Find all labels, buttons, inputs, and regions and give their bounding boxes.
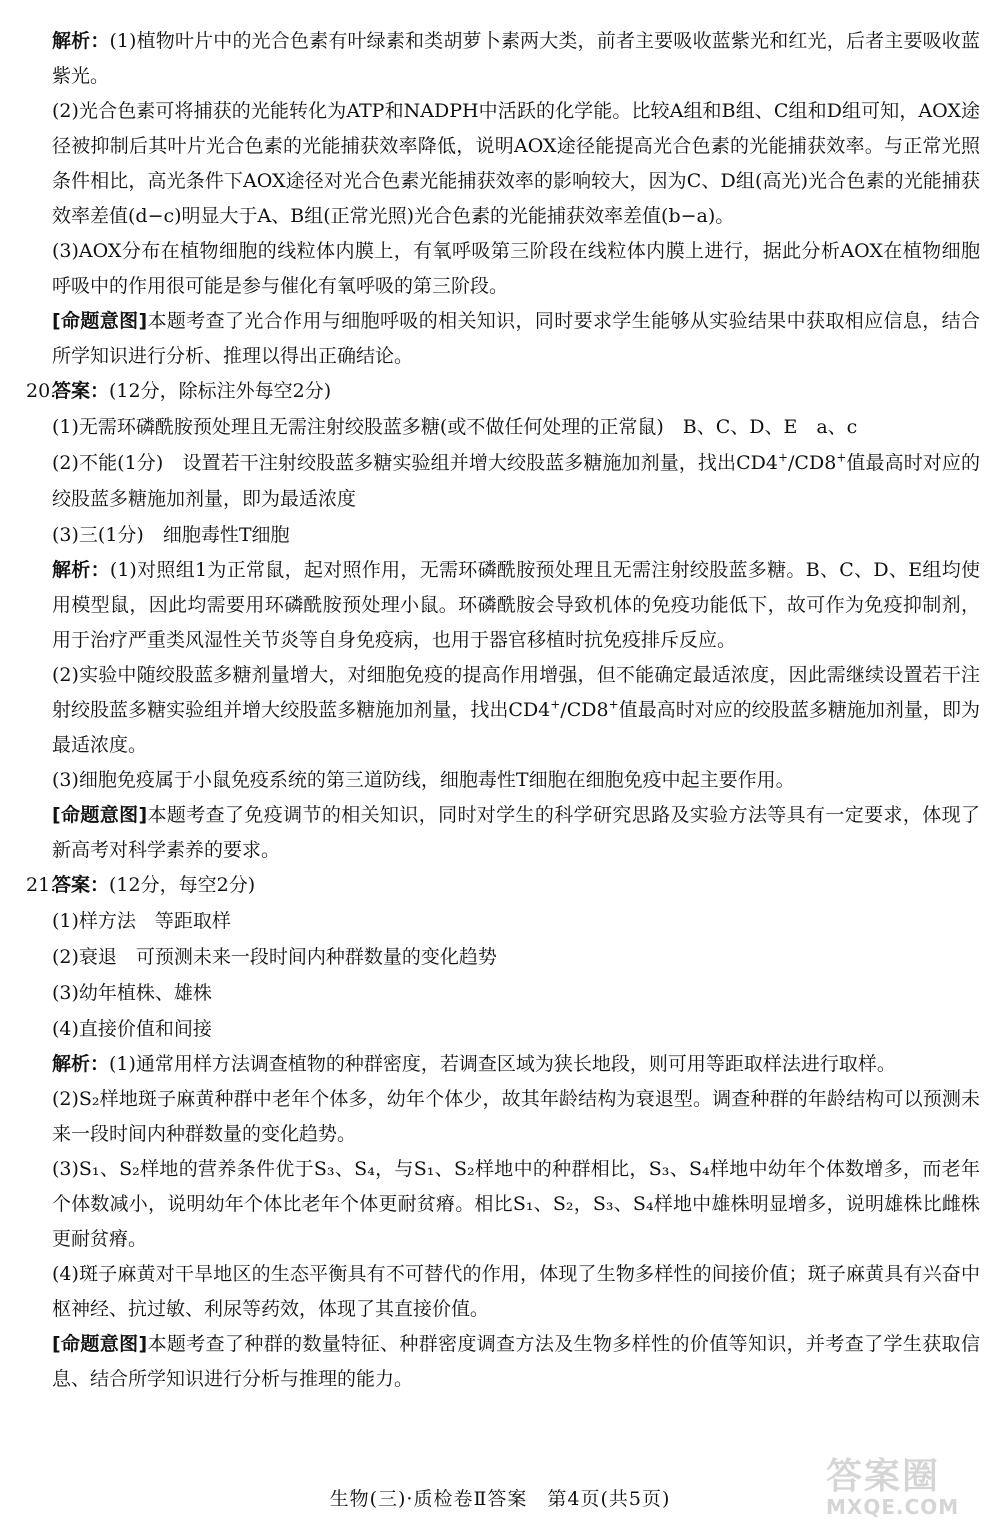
analysis-label: 解析： — [52, 559, 110, 581]
answer-line — [26, 903, 980, 939]
paragraph-text: (3)细胞免疫属于小鼠免疫系统的第三道防线，细胞毒性T细胞在细胞免疫中起主要作用。 — [52, 769, 795, 791]
analysis-label: 解析： — [52, 30, 110, 52]
intent-label: [命题意图] — [52, 310, 148, 332]
score-note: (12分，除标注外每空2分) — [109, 380, 332, 402]
question-number: 21. — [26, 874, 57, 896]
answer-text: 值最高时对应的绞股蓝多糖施加剂量，即为最适浓度 — [52, 452, 980, 510]
answer-text: (1)样方法 等距取样 — [52, 910, 231, 932]
paragraph-text: 本题考查了种群的数量特征、种群密度调查方法及生物多样性的价值等知识，并考查了学生获取信息、结合所学知识进行分析与推理的能力。 — [52, 1333, 980, 1390]
answer-text: (2)不能(1分) 设置若干注射绞股蓝多糖实验组并增大绞股蓝多糖施加剂量，找出CD4 — [52, 452, 778, 474]
superscript-plus: + — [550, 697, 561, 712]
paragraph-text: (1)通常用样方法调查植物的种群密度，若调查区域为狭长地段，则可用等距取样法进行取样。 — [109, 1053, 896, 1075]
score-note: (12分，每空2分) — [109, 874, 256, 896]
question-number: 20. — [26, 380, 57, 402]
answer-text: (3)幼年植株、雄株 — [52, 982, 212, 1004]
paragraph-text: (2)光合色素可将捕获的光能转化为ATP和NADPH中活跃的化学能。比较A组和B组、C组和D组可知，AOX途径被抑制后其叶片光合色素的光能捕获效率降低，说明AOX途径能提高光合色素的光能捕获效率。与正常光照条件相比，高光条件下AOX途径对光合色素光能捕获效率的影响较大，因为C、D组(高光)光合色素的光能捕获效率差值(d−c)明显大于A、B组(正常光照)光合色素的光能捕获效率差值(b−a)。 — [52, 100, 980, 227]
answer-line — [26, 445, 980, 517]
answer-text: /CD8 — [788, 452, 837, 474]
paragraph-text: (1)植物叶片中的光合色素有叶绿素和类胡萝卜素两大类，前者主要吸收蓝紫光和红光，后者主要吸收蓝紫光。 — [52, 30, 980, 87]
intent-paragraph — [26, 798, 980, 868]
answer-line — [26, 939, 980, 975]
paragraph-text: (2)S₂样地斑子麻黄种群中老年个体多，幼年个体少，故其年龄结构为衰退型。调查种群的年龄结构可以预测未来一段时间内种群数量的变化趋势。 — [52, 1088, 980, 1145]
paragraph-text: 值最高时对应的绞股蓝多糖施加剂量，即为最适浓度。 — [52, 699, 980, 756]
answer-label: 答案： — [52, 874, 110, 896]
analysis-paragraph — [26, 763, 980, 798]
answer-label: 答案： — [52, 380, 110, 402]
analysis-paragraph — [26, 1152, 980, 1257]
paragraph-text: 本题考查了免疫调节的相关知识，同时对学生的科学研究思路及实验方法等具有一定要求，体现了新高考对科学素养的要求。 — [52, 804, 980, 861]
watermark-url: MXQE.COM — [826, 1495, 960, 1519]
superscript-plus: + — [608, 697, 619, 712]
analysis-paragraph — [26, 1257, 980, 1327]
intent-label: [命题意图] — [52, 804, 148, 826]
analysis-paragraph — [26, 553, 980, 658]
superscript-plus: + — [836, 450, 847, 465]
intent-paragraph — [26, 1327, 980, 1397]
paragraph-text: (2)实验中随绞股蓝多糖剂量增大，对细胞免疫的提高作用增强，但不能确定最适浓度，因此需继续设置若干注射绞股蓝多糖实验组并增大绞股蓝多糖施加剂量，找出CD4 — [52, 664, 980, 721]
question-20-header — [26, 374, 980, 409]
question-21-header — [26, 868, 980, 903]
paragraph-text: /CD8 — [560, 699, 609, 721]
answer-text: (4)直接价值和间接 — [52, 1018, 212, 1040]
answer-line — [26, 517, 980, 553]
paragraph-text: 本题考查了光合作用与细胞呼吸的相关知识，同时要求学生能够从实验结果中获取相应信息，结合所学知识进行分析、推理以得出正确结论。 — [52, 310, 980, 367]
paragraph-text: (3)AOX分布在植物细胞的线粒体内膜上，有氧呼吸第三阶段在线粒体内膜上进行，据此分析AOX在植物细胞呼吸中的作用很可能是参与催化有氧呼吸的第三阶段。 — [52, 240, 980, 297]
intent-paragraph — [26, 304, 980, 374]
answer-line — [26, 975, 980, 1011]
analysis-paragraph — [26, 24, 980, 94]
answer-text: (3)三(1分) 细胞毒性T细胞 — [52, 524, 290, 546]
analysis-paragraph — [26, 234, 980, 304]
answer-text: (1)无需环磷酰胺预处理且无需注射绞股蓝多糖(或不做任何处理的正常鼠) B、C、D、E a、c — [52, 416, 858, 438]
paragraph-text: (3)S₁、S₂样地的营养条件优于S₃、S₄，与S₁、S₂样地中的种群相比，S₃、S₄样地中幼年个体数增多，而老年个体数减小，说明幼年个体比老年个体更耐贫瘠。相比S₁、S₂，S₃、S₄样地中雄株明显增多，说明雄株比雌株更耐贫瘠。 — [52, 1158, 980, 1250]
analysis-paragraph — [26, 1082, 980, 1152]
analysis-paragraph — [26, 658, 980, 763]
answer-text: (2)衰退 可预测未来一段时间内种群数量的变化趋势 — [52, 946, 497, 968]
intent-label: [命题意图] — [52, 1333, 148, 1355]
page-footer: 生物(三)·质检卷Ⅱ答案 第4页(共5页) — [329, 1488, 671, 1510]
watermark-text: 答案圈 — [826, 1456, 941, 1497]
analysis-paragraph — [26, 94, 980, 234]
paragraph-text: (1)对照组1为正常鼠，起对照作用，无需环磷酰胺预处理且无需注射绞股蓝多糖。B、C、D、E组均使用模型鼠，因此均需要用环磷酰胺预处理小鼠。环磷酰胺会导致机体的免疫功能低下，故可作为免疫抑制剂，用于治疗严重类风湿性关节炎等自身免疫病，也用于器官移植时抗免疫排斥反应。 — [52, 559, 980, 651]
analysis-paragraph — [26, 1047, 980, 1082]
superscript-plus: + — [777, 450, 789, 465]
answer-line — [26, 1011, 980, 1047]
watermark-logo — [826, 1448, 986, 1523]
paragraph-text: (4)斑子麻黄对干旱地区的生态平衡具有不可替代的作用，体现了生物多样性的间接价值；斑子麻黄具有兴奋中枢神经、抗过敏、利尿等药效，体现了其直接价值。 — [52, 1263, 980, 1320]
analysis-label: 解析： — [52, 1053, 110, 1075]
answer-line — [26, 409, 980, 445]
page-content — [26, 24, 980, 1397]
